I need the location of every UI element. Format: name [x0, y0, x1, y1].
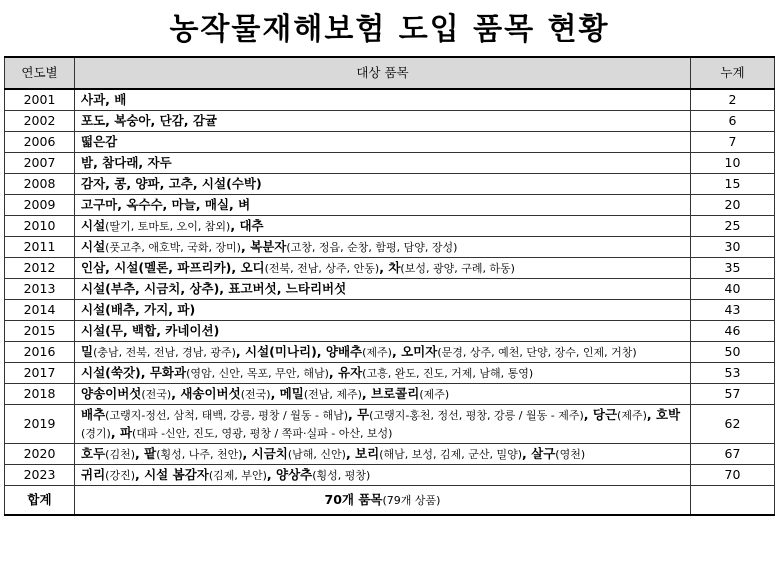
header-items: 대상 품목	[75, 57, 691, 89]
item-name: , 시설(미나리), 양배추	[235, 344, 363, 359]
row-year: 2014	[5, 300, 75, 321]
table-row	[5, 384, 775, 405]
table-row	[5, 132, 775, 153]
row-year: 2018	[5, 384, 75, 405]
item-name: , 시금치	[242, 445, 288, 461]
row-cumulative: 43	[691, 300, 775, 321]
item-name: 배추	[81, 407, 106, 422]
row-year: 2023	[5, 465, 75, 486]
table-row	[5, 465, 775, 486]
item-name: , 보리	[345, 445, 380, 461]
row-year: 2017	[5, 363, 75, 384]
table-row	[5, 342, 775, 363]
item-region: (횡성, 평창)	[312, 468, 371, 482]
header-year: 연도별	[5, 57, 75, 89]
row-items	[75, 405, 691, 444]
row-items	[75, 384, 691, 405]
item-name: , 오미자	[391, 344, 438, 359]
item-name: , 당근	[583, 407, 618, 422]
item-name: , 무	[347, 407, 370, 422]
item-name: , 팥	[135, 445, 157, 461]
row-cumulative: 62	[691, 405, 775, 444]
row-cumulative: 53	[691, 363, 775, 384]
item-region: (강진)	[105, 468, 135, 482]
row-items	[75, 153, 691, 174]
item-name: 인삼, 시설(멜론, 파프리카), 오디	[81, 259, 265, 275]
item-region: (제주)	[419, 387, 450, 401]
item-region: (대파 -신안, 진도, 영광, 평창 / 쪽파·실파 - 아산, 보성)	[132, 427, 393, 440]
item-name: , 메밀	[270, 385, 304, 401]
item-region: (풋고추, 애호박, 국화, 장미)	[105, 240, 241, 254]
row-year: 2008	[5, 174, 75, 195]
row-year: 2013	[5, 279, 75, 300]
item-name: , 살구	[522, 445, 556, 461]
item-region: (전남, 제주)	[303, 387, 362, 401]
row-items	[75, 300, 691, 321]
row-cumulative: 7	[691, 132, 775, 153]
table-row	[5, 279, 775, 300]
table-row	[5, 195, 775, 216]
table-row	[5, 89, 775, 111]
footer-label: 합계	[5, 486, 75, 516]
item-region: (제주)	[617, 409, 647, 422]
row-items	[75, 363, 691, 384]
row-cumulative: 25	[691, 216, 775, 237]
row-cumulative: 6	[691, 111, 775, 132]
row-items	[75, 465, 691, 486]
item-region: (고흥, 완도, 진도, 거제, 남해, 통영)	[362, 366, 534, 380]
item-name: , 양상추	[266, 466, 313, 482]
item-region: (영천)	[555, 447, 586, 461]
item-name: 고구마, 옥수수, 마늘, 매실, 벼	[81, 197, 251, 212]
row-items	[75, 132, 691, 153]
table-row	[5, 321, 775, 342]
row-cumulative: 67	[691, 444, 775, 465]
item-region: (횡성, 나주, 천안)	[156, 447, 243, 461]
row-year: 2010	[5, 216, 75, 237]
item-name: 양송이버섯	[81, 385, 142, 401]
table-row	[5, 237, 775, 258]
row-cumulative: 10	[691, 153, 775, 174]
table-row	[5, 258, 775, 279]
footer-empty	[691, 486, 775, 516]
row-year: 2009	[5, 195, 75, 216]
row-cumulative: 20	[691, 195, 775, 216]
item-name: , 파	[110, 425, 133, 440]
item-name: , 대추	[230, 217, 264, 233]
row-year: 2015	[5, 321, 75, 342]
item-region: (영암, 신안, 목포, 무안, 해남)	[186, 366, 329, 380]
row-cumulative: 57	[691, 384, 775, 405]
row-items	[75, 216, 691, 237]
item-name: , 복분자	[240, 238, 287, 254]
item-region: (딸기, 토마토, 오이, 참외)	[105, 219, 231, 233]
item-region: (문경, 상주, 예천, 단양, 장수, 인제, 거창)	[437, 346, 637, 359]
item-region: (고랭지-정선, 삼척, 태백, 강릉, 평창 / 월동 - 해남)	[105, 409, 348, 422]
item-name: 시설	[81, 217, 106, 233]
row-year: 2020	[5, 444, 75, 465]
footer-total	[75, 486, 691, 516]
row-year: 2016	[5, 342, 75, 363]
table-row	[5, 153, 775, 174]
item-name: , 새송이버섯	[171, 385, 241, 401]
table-row	[5, 300, 775, 321]
table-header-row	[5, 57, 775, 89]
item-region: (김천)	[105, 447, 135, 461]
row-cumulative: 35	[691, 258, 775, 279]
item-name: 포도, 복숭아, 단감, 감귤	[81, 113, 217, 128]
row-items	[75, 195, 691, 216]
item-name: , 호박	[646, 407, 681, 422]
item-name: 밤, 참다래, 자두	[81, 155, 172, 170]
row-items	[75, 89, 691, 111]
item-region: (전국)	[141, 387, 172, 401]
row-cumulative: 40	[691, 279, 775, 300]
row-cumulative: 30	[691, 237, 775, 258]
row-items	[75, 342, 691, 363]
row-items	[75, 258, 691, 279]
row-cumulative: 15	[691, 174, 775, 195]
page-title: 농작물재해보험 도입 품목 현황	[169, 12, 610, 47]
table-row	[5, 216, 775, 237]
item-name: 시설(부추, 시금치, 상추), 표고버섯, 느타리버섯	[81, 281, 347, 296]
row-year: 2001	[5, 89, 75, 111]
row-cumulative: 2	[691, 89, 775, 111]
item-name: , 시설 봄감자	[135, 466, 209, 482]
row-year: 2007	[5, 153, 75, 174]
item-region: (충남, 전북, 전남, 경남, 광주)	[93, 346, 236, 359]
row-cumulative: 46	[691, 321, 775, 342]
row-items	[75, 444, 691, 465]
item-name: 떫은감	[81, 134, 118, 149]
item-region: (고창, 정읍, 순창, 함평, 담양, 장성)	[286, 240, 458, 254]
item-name: , 유자	[328, 364, 363, 380]
item-name: 사과, 배	[81, 92, 127, 107]
row-year: 2012	[5, 258, 75, 279]
item-name: 시설(배추, 가지, 파)	[81, 302, 196, 317]
table-footer-row	[5, 486, 775, 516]
table-row	[5, 405, 775, 444]
item-region: (경기)	[81, 427, 111, 440]
item-name: 시설(쑥갓), 무화과	[81, 364, 187, 380]
header-cumulative: 누계	[691, 57, 775, 89]
row-items	[75, 279, 691, 300]
row-year: 2011	[5, 237, 75, 258]
row-year: 2019	[5, 405, 75, 444]
item-name: 감자, 콩, 양파, 고추, 시설(수박)	[81, 176, 262, 191]
item-name: 밀	[81, 344, 94, 359]
item-region: (제주)	[362, 346, 392, 359]
item-region: (남해, 신안)	[287, 447, 346, 461]
row-cumulative: 50	[691, 342, 775, 363]
item-name: 귀리	[81, 466, 106, 482]
item-region: (고랭지-홍천, 정선, 평창, 강릉 / 월동 - 제주)	[369, 409, 584, 422]
item-name: 호두	[81, 445, 106, 461]
row-items	[75, 321, 691, 342]
table-row	[5, 174, 775, 195]
item-region: (전국)	[240, 387, 271, 401]
footer-total-sub: (79개 상품)	[382, 493, 441, 507]
table-row	[5, 444, 775, 465]
item-region: (보성, 광양, 구례, 하동)	[400, 261, 515, 275]
item-region: (해남, 보성, 김제, 군산, 밀양)	[379, 447, 523, 461]
row-items	[75, 174, 691, 195]
row-items	[75, 237, 691, 258]
table-row	[5, 111, 775, 132]
footer-total-main: 70개 품목	[324, 491, 383, 507]
item-name: 시설	[81, 238, 106, 254]
item-name: 시설(무, 백합, 카네이션)	[81, 323, 220, 338]
item-name: , 브로콜리	[361, 385, 420, 401]
table-row	[5, 363, 775, 384]
row-cumulative: 70	[691, 465, 775, 486]
item-region: (전북, 전남, 상주, 안동)	[264, 261, 380, 275]
item-region: (김제, 부안)	[208, 468, 267, 482]
item-name: , 차	[379, 259, 401, 275]
crop-insurance-table	[4, 56, 775, 516]
table-body	[5, 89, 775, 486]
row-year: 2002	[5, 111, 75, 132]
row-year: 2006	[5, 132, 75, 153]
row-items	[75, 111, 691, 132]
